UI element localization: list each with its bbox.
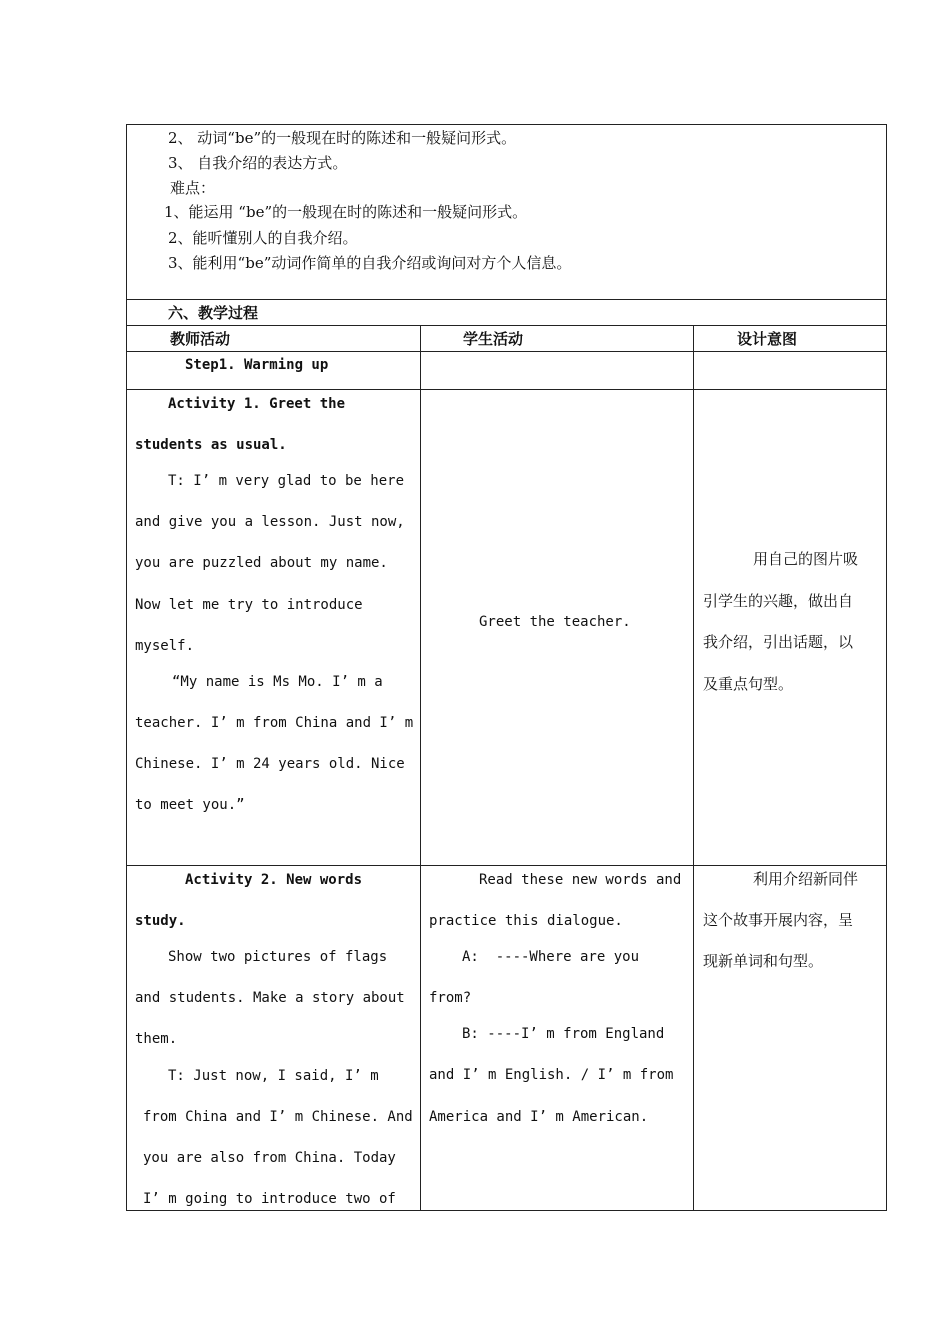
teacher-text-line: “My name is Ms Mo. I’ m a bbox=[172, 674, 383, 690]
header-design-intent: 设计意图 bbox=[737, 330, 798, 348]
difficulty-line: 2、能听懂别人的自我介绍。 bbox=[168, 229, 358, 247]
teacher-text-line: Now let me try to introduce bbox=[135, 597, 363, 613]
student-text-line: Greet the teacher. bbox=[479, 614, 631, 630]
intent-text-line: 用自己的图片吸 bbox=[753, 550, 859, 568]
teacher-text-line: you are also from China. Today bbox=[143, 1150, 396, 1166]
row-divider bbox=[126, 389, 887, 390]
key-point-line: 2、 动词“be”的一般现在时的陈述和一般疑问形式。 bbox=[168, 129, 517, 147]
student-text-line: Read these new words and bbox=[479, 872, 682, 888]
teacher-text-line: you are puzzled about my name. bbox=[135, 555, 388, 571]
section-title: 六、教学过程 bbox=[168, 304, 259, 322]
row-divider bbox=[126, 865, 887, 866]
intent-text-line: 及重点句型。 bbox=[703, 675, 794, 693]
teacher-text-line: to meet you.” bbox=[135, 797, 245, 813]
lesson-table-frame bbox=[126, 124, 887, 1211]
column-divider bbox=[420, 325, 421, 1211]
teacher-text-line: T: I’ m very glad to be here bbox=[168, 473, 405, 489]
intent-text-line: 引学生的兴趣，做出自 bbox=[703, 592, 854, 610]
key-point-line: 3、 自我介绍的表达方式。 bbox=[168, 154, 348, 172]
student-text-line: B: ----I’ m from England bbox=[462, 1026, 665, 1042]
column-divider bbox=[693, 325, 694, 1211]
intent-text-line: 我介绍，引出话题，以 bbox=[703, 633, 854, 651]
teacher-text-line: them. bbox=[135, 1031, 178, 1047]
teacher-text-line: Show two pictures of flags bbox=[168, 949, 388, 965]
intent-text-line: 这个故事开展内容，呈 bbox=[703, 911, 854, 929]
difficulty-heading: 难点： bbox=[170, 179, 216, 197]
teacher-text-line: I’ m going to introduce two of bbox=[143, 1191, 396, 1207]
difficulty-line: 3、能利用“be”动词作简单的自我介绍或询问对方个人信息。 bbox=[168, 254, 572, 272]
teacher-text-line: and students. Make a story about bbox=[135, 990, 405, 1006]
intent-text-line: 利用介绍新同伴 bbox=[753, 870, 859, 888]
student-text-line: A: ----Where are you bbox=[462, 949, 640, 965]
student-text-line: from? bbox=[429, 990, 472, 1006]
teacher-text-line: and give you a lesson. Just now, bbox=[135, 514, 405, 530]
header-student-activity: 学生活动 bbox=[463, 330, 524, 348]
teacher-text-line: T: Just now, I said, I’ m bbox=[168, 1068, 379, 1084]
teacher-text-line: from China and I’ m Chinese. And bbox=[143, 1109, 413, 1125]
student-text-line: practice this dialogue. bbox=[429, 913, 623, 929]
row-divider bbox=[126, 325, 887, 326]
teacher-text-line: myself. bbox=[135, 638, 195, 654]
activity2-title: Activity 2. New words bbox=[185, 872, 363, 888]
activity1-title: Activity 1. Greet the bbox=[168, 396, 346, 412]
activity2-title: study. bbox=[135, 913, 186, 929]
student-text-line: and I’ m English. / I’ m from bbox=[429, 1067, 674, 1083]
row-divider bbox=[126, 299, 887, 300]
header-teacher-activity: 教师活动 bbox=[170, 330, 231, 348]
teacher-text-line: teacher. I’ m from China and I’ m bbox=[135, 715, 414, 731]
teacher-text-line: Chinese. I’ m 24 years old. Nice bbox=[135, 756, 405, 772]
row-divider bbox=[126, 351, 887, 352]
student-text-line: America and I’ m American. bbox=[429, 1109, 649, 1125]
intent-text-line: 现新单词和句型。 bbox=[703, 952, 824, 970]
step-title: Step1. Warming up bbox=[185, 357, 329, 373]
difficulty-line: 1、能运用 “be”的一般现在时的陈述和一般疑问形式。 bbox=[164, 203, 528, 221]
activity1-title: students as usual. bbox=[135, 437, 287, 453]
